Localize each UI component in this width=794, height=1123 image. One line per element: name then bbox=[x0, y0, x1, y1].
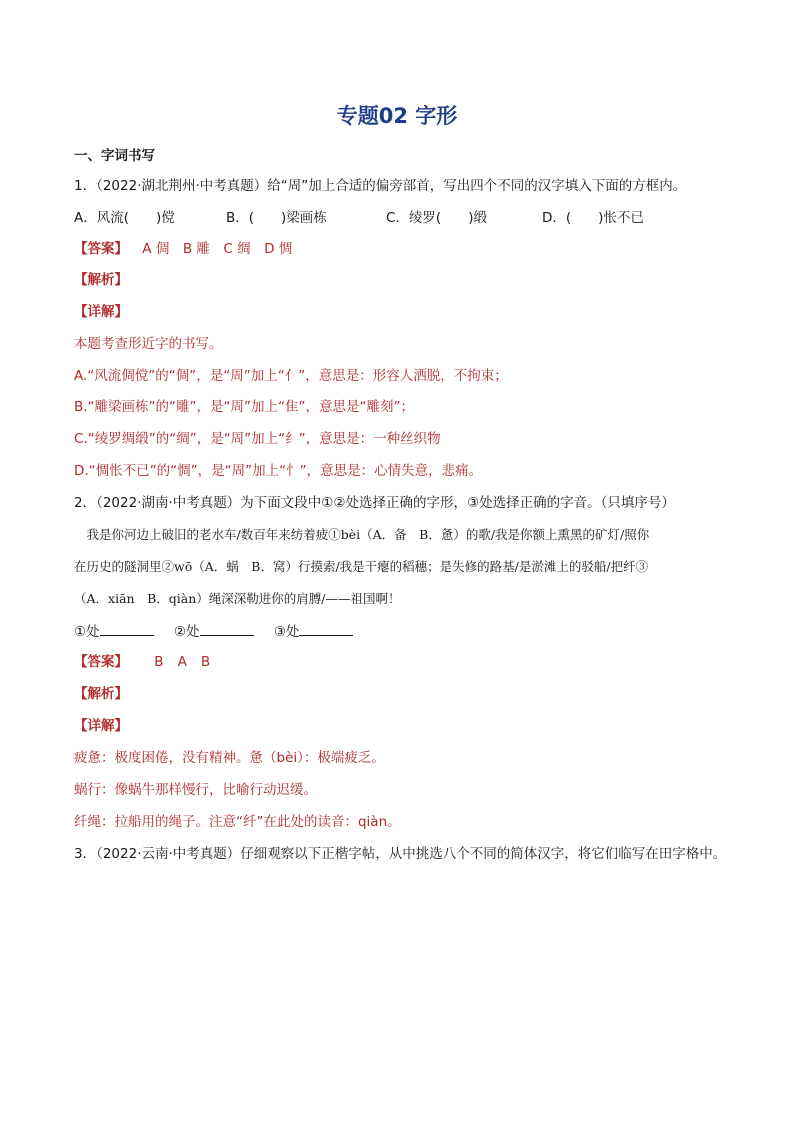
q1-explain-b: B.“雕梁画栋”的“雕”，是“周”加上“隹”，意思是“雕刻”； bbox=[74, 399, 414, 415]
q1-option-d: D．( )怅不已 bbox=[542, 210, 644, 226]
q1-option-b: B．( )梁画栋 bbox=[226, 210, 327, 226]
q2-passage-line-3: （A．xiān B．qiàn）绳深深勒进你的肩膊/——祖国啊！ bbox=[74, 591, 401, 606]
detail-label: 【详解】 bbox=[74, 718, 128, 734]
detail-label: 【详解】 bbox=[74, 304, 128, 320]
q2-stem: 2．（2022·湖南·中考真题）为下面文段中①②处选择正确的字形，③处选择正确的字音。（只填序号） bbox=[74, 495, 675, 511]
page-title: 专题02 字形 bbox=[336, 104, 458, 128]
q2-note-3: 纤绳：拉船用的绳子。注意“纤”在此处的读音：qiàn。 bbox=[74, 814, 401, 830]
q2-note-2: 蜗行：像蜗牛那样慢行，比喻行动迟缓。 bbox=[74, 782, 317, 798]
section-heading: 一、字词书写 bbox=[74, 148, 155, 164]
q1-explain-c: C.“绫罗绸缎”的“绸”，是“周”加上“纟”，意思是：一种丝织物 bbox=[74, 431, 441, 447]
q1-explain-a: A.“风流倜傥”的“倜”，是“周”加上“亻”，意思是：形容人洒脱，不拘束； bbox=[74, 368, 508, 384]
blank-2-line bbox=[200, 621, 254, 636]
analysis-label: 【解析】 bbox=[74, 272, 128, 288]
q2-answer-3: B bbox=[200, 654, 211, 670]
q2-answer-2: A bbox=[177, 654, 187, 670]
q1-option-a: A．风流( )傥 bbox=[74, 210, 175, 226]
q1-explain-d: D.“惆怅不已”的“惆”，是“周”加上“忄”，意思是：心情失意，悲痛。 bbox=[74, 463, 483, 479]
q2-note-1: 疲惫：极度困倦，没有精神。惫（bèi）：极端疲乏。 bbox=[74, 750, 385, 766]
q3-stem: 3．（2022·云南·中考真题）仔细观察以下正楷字帖，从中挑选八个不同的简体汉字，将它们临写在田字格中。 bbox=[74, 846, 727, 862]
blank-1-label: ①处 bbox=[74, 624, 100, 640]
q1-intro: 本题考查形近字的书写。 bbox=[74, 336, 223, 352]
q2-blanks-row bbox=[74, 621, 369, 642]
blank-3-label: ③处 bbox=[273, 624, 300, 640]
q1-answer: A 倜 B 雕 C 绸 D 惆 bbox=[142, 241, 293, 257]
q2-answers bbox=[154, 654, 224, 670]
q1-options bbox=[74, 208, 644, 228]
q1-stem: 1．（2022·湖北荆州·中考真题）给“周”加上合适的偏旁部首，写出四个不同的汉字填入下面的方框内。 bbox=[74, 178, 687, 194]
q2-passage-line-1: 我是你河边上破旧的老水车/数百年来纺着疲①bèi（A．备 B．惫）的歌/我是你额上熏黑的矿灯/照你 bbox=[74, 527, 650, 542]
q2-answer-row bbox=[74, 652, 224, 672]
q1-answer-row bbox=[74, 239, 292, 259]
analysis-label: 【解析】 bbox=[74, 686, 128, 702]
answer-label: 【答案】 bbox=[74, 241, 128, 257]
blank-3-line bbox=[299, 621, 353, 636]
answer-label: 【答案】 bbox=[74, 654, 128, 670]
q2-passage-line-2: 在历史的隧洞里②wō（A．蜗 B．窝）行摸索/我是干瘪的稻穗；是失修的路基/是淤滩上的驳船/把纤③ bbox=[74, 559, 649, 574]
q1-option-c: C．绫罗( )缎 bbox=[386, 210, 487, 226]
blank-2-label: ②处 bbox=[173, 624, 200, 640]
blank-1-line bbox=[100, 621, 154, 636]
q2-answer-1: B bbox=[154, 654, 164, 670]
